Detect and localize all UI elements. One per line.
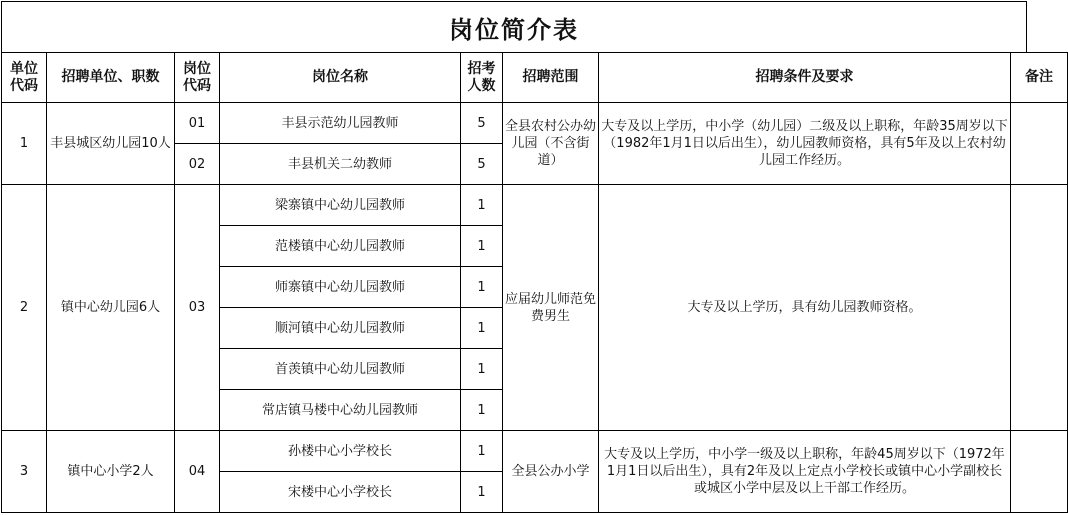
header-post-name: 岗位名称	[220, 53, 461, 103]
post-name-cell: 范楼镇中心幼儿园教师	[220, 226, 461, 267]
post-code-cell: 02	[175, 144, 220, 185]
num-cell: 1	[461, 267, 503, 308]
table-row	[2, 103, 1068, 144]
scope-cell: 全县公办小学	[503, 431, 599, 513]
header-unit-code: 单位代码	[2, 53, 47, 103]
unit-cell: 镇中心幼儿园6人	[47, 185, 175, 431]
post-code-cell: 03	[175, 185, 220, 431]
num-cell: 5	[461, 144, 503, 185]
post-name-cell: 常店镇马楼中心幼儿园教师	[220, 390, 461, 431]
remark-cell	[1011, 185, 1068, 431]
unit-code-cell: 3	[2, 431, 47, 513]
post-name-cell: 丰县示范幼儿园教师	[220, 103, 461, 144]
scope-cell: 全县农村公办幼儿园（不含街道）	[503, 103, 599, 185]
num-cell: 1	[461, 390, 503, 431]
scope-cell: 应届幼儿师范免费男生	[503, 185, 599, 431]
post-name-cell: 孙楼中心小学校长	[220, 431, 461, 472]
header-remark: 备注	[1011, 53, 1068, 103]
unit-cell: 丰县城区幼儿园10人	[47, 103, 175, 185]
conditions-cell: 大专及以上学历，中小学一级及以上职称，年龄45周岁以下（1972年1月1日以后出生），具有2年及以上定点小学校长或镇中心小学副校长或城区小学中层及以上干部工作经历。	[599, 431, 1011, 513]
job-table	[1, 52, 1068, 513]
header-scope: 招聘范围	[503, 53, 599, 103]
post-code-cell: 01	[175, 103, 220, 144]
table-row	[2, 185, 1068, 226]
num-cell: 5	[461, 103, 503, 144]
post-name-cell: 师寨镇中心幼儿园教师	[220, 267, 461, 308]
num-cell: 1	[461, 185, 503, 226]
unit-code-cell: 1	[2, 103, 47, 185]
post-name-cell: 首羡镇中心幼儿园教师	[220, 349, 461, 390]
remark-cell	[1011, 431, 1068, 513]
post-name-cell: 丰县机关二幼教师	[220, 144, 461, 185]
remark-cell	[1011, 103, 1068, 185]
header-row	[2, 53, 1068, 103]
num-cell: 1	[461, 349, 503, 390]
job-table-sheet	[1, 1, 1053, 513]
unit-code-cell: 2	[2, 185, 47, 431]
num-cell: 1	[461, 308, 503, 349]
conditions-cell: 大专及以上学历，中小学（幼儿园）二级及以上职称，年龄35周岁以下（1982年1月1日以后出生），幼儿园教师资格，具有5年及以上农村幼儿园工作经历。	[599, 103, 1011, 185]
header-num: 招考人数	[461, 53, 503, 103]
num-cell: 1	[461, 226, 503, 267]
table-row	[2, 431, 1068, 472]
unit-cell: 镇中心小学2人	[47, 431, 175, 513]
post-name-cell: 宋楼中心小学校长	[220, 472, 461, 513]
header-conditions: 招聘条件及要求	[599, 53, 1011, 103]
conditions-cell: 大专及以上学历，具有幼儿园教师资格。	[599, 185, 1011, 431]
post-name-cell: 梁寨镇中心幼儿园教师	[220, 185, 461, 226]
post-code-cell: 04	[175, 431, 220, 513]
header-unit: 招聘单位、职数	[47, 53, 175, 103]
page-title: 岗位简介表	[1, 1, 1027, 53]
post-name-cell: 顺河镇中心幼儿园教师	[220, 308, 461, 349]
num-cell: 1	[461, 472, 503, 513]
header-post-code: 岗位代码	[175, 53, 220, 103]
num-cell: 1	[461, 431, 503, 472]
